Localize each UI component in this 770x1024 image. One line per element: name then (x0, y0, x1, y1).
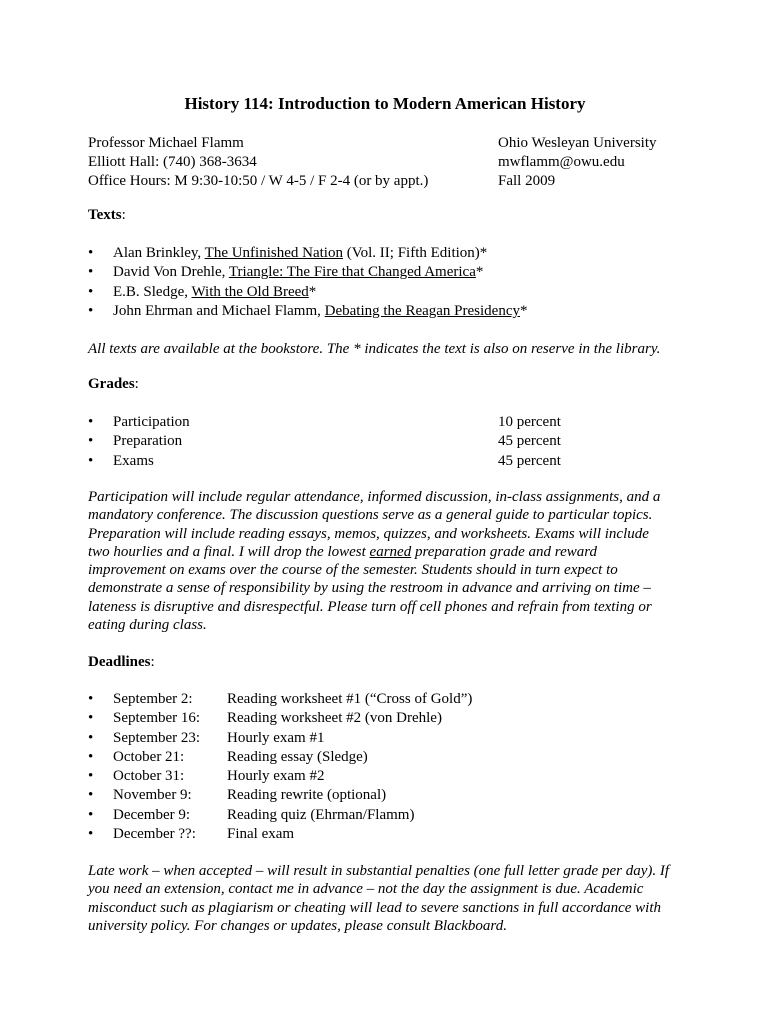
grade-label: Exams (113, 452, 154, 469)
deadline-date: November 9: (113, 787, 192, 804)
bullet-icon: • (88, 826, 94, 843)
texts-heading: Texts: (88, 207, 126, 223)
page-title: History 114: Introduction to Modern American History (184, 94, 586, 113)
deadline-date: December ??: (113, 826, 196, 843)
bullet-icon: • (88, 691, 94, 707)
grade-weight: 45 percent (498, 433, 561, 450)
deadline-task: Hourly exam #1 (227, 729, 325, 746)
bullet-icon: • (88, 710, 94, 727)
deadline-date: October 31: (113, 768, 185, 785)
deadline-date: September 16: (113, 710, 201, 727)
deadlines-heading: Deadlines: (88, 654, 155, 670)
texts-note: All texts are available at the bookstore. The * indicates the text is also on reserve in the library. (88, 341, 661, 357)
instructor-name: Professor Michael Flamm (88, 135, 244, 151)
grade-weight: 45 percent (498, 452, 561, 469)
syllabus-page: History 114: Introduction to Modern American History Professor Michael Flamm Elliott Hall: (740) 368-3634 Office Hours: M 9:30-10:50 / W 4-5 / F 2-4 (or by appt.) Ohio Wesleyan University mwflamm@owu.edu Fall 2009 Texts: • Alan Brinkley, The Unfinished Nation (Vol. II; Fifth Edition)* • David Von Drehle, Triangle: The Fire that Changed America* • E.B. Sledge, With the Old Breed* • John Ehrman and Michael Flamm, Debating the Reagan Presidency* All texts are available at the bookstore. The * indicates the text is also on reserve in the library. Grades: • Participation 10 percent • Preparation 45 percent • Exams 45 percent Participation will include regular attendance, informed discussion, in-class assignments, and a mandatory conference. The discussion questions serve as a general guide to particular topics. Preparation will include reading essays, memos, quizzes, and worksheets. Exams will include two hourlies and a final. I will drop the lowest earned preparation grade and reward improvement on exams over the course of the semester. Students should in turn expect to demonstrate a sense of responsibility by using the restroom in advance and arriving on time – lateness is disruptive and disrespectful. Please turn off cell phones and refrain from texting or eating during class. Deadlines: • September 2: Reading worksheet #1 (“Cross of Gold”) • September 16: Reading worksheet #2 (von Drehle) • September 23: Hourly exam #1 • October 21: Reading essay (Sledge) • October 31: Hourly exam #2 • November 9: Reading rewrite (optional) • December 9: Reading quiz (Ehrman/Flamm) • December ??: Final exam Late work – when accepted – will result in substantial penalties (one full letter grade per day). If you need an extension, contact me in advance – not the day the assignment is due. Academic misconduct such as plagiarism or cheating will lead to severe sanctions in full accordance with university policy. For changes or updates, please consult Blackboard. (0, 0, 770, 1024)
office-hours: Office Hours: M 9:30-10:50 / W 4-5 / F 2-4 (or by appt.) (88, 173, 429, 189)
bullet-icon: • (88, 433, 94, 450)
book-title: Triangle: The Fire that Changed America (228, 264, 476, 281)
book-title: With the Old Breed (191, 283, 309, 300)
grade-label: Participation (113, 414, 190, 430)
bullet-icon: • (88, 787, 94, 804)
deadline-task: Reading worksheet #2 (von Drehle) (227, 710, 442, 727)
instructor-info (88, 134, 428, 191)
deadline-date: September 23: (113, 729, 201, 746)
deadline-task: Reading rewrite (optional) (227, 787, 387, 804)
deadline-task: Reading quiz (Ehrman/Flamm) (227, 806, 415, 823)
bullet-icon: • (88, 806, 94, 823)
bullet-icon: • (88, 264, 94, 281)
deadline-task: Reading essay (Sledge) (227, 748, 368, 765)
deadline-task: Reading worksheet #1 (“Cross of Gold”) (227, 691, 473, 707)
bullet-icon: • (88, 414, 94, 430)
emphasized-word: earned (369, 543, 412, 560)
bullet-icon: • (88, 452, 94, 469)
late-work-paragraph: Late work – when accepted – will result in substantial penalties (one full letter grade per day). If you need an extension, contact me in advance – not the day the assignment is due. Academic misconduct such as plagiarism or cheating will lead to severe sanctions in full accordance with university policy. For changes or updates, please consult Blackboard. (88, 863, 670, 934)
book-title: Debating the Reagan Presidency (324, 302, 520, 319)
deadline-task: Final exam (227, 826, 295, 843)
book-title: The Unfinished Nation (204, 245, 343, 261)
bullet-icon: • (88, 283, 94, 300)
bullet-icon: • (88, 729, 94, 746)
grade-label: Preparation (113, 433, 183, 450)
grades-paragraph: Participation will include regular attendance, informed discussion, in-class assignments, and a mandatory conference. The discussion questions serve as a general guide to particular topics. Preparation will include reading essays, memos, quizzes, and worksheets. Exams will include two hourlies and a final. I will drop the lowest earned preparation grade and reward improvement on exams over the course of the semester. Students should in turn expect to demonstrate a sense of responsibility by using the restroom in advance and arriving on time – lateness is disruptive and disrespectful. Please turn off cell phones and refrain from texting or eating during class. (88, 489, 661, 634)
deadline-date: December 9: (113, 806, 191, 823)
university-name: Ohio Wesleyan University (498, 135, 657, 151)
instructor-email: mwflamm@owu.edu (498, 154, 625, 170)
bullet-icon: • (88, 245, 94, 261)
grade-weight: 10 percent (498, 414, 561, 430)
deadline-date: October 21: (113, 748, 185, 765)
bullet-icon: • (88, 748, 94, 765)
deadline-date: September 2: (113, 691, 193, 707)
course-info (498, 134, 657, 191)
deadline-task: Hourly exam #2 (227, 768, 325, 785)
grades-heading: Grades: (88, 376, 139, 392)
bullet-icon: • (88, 302, 94, 319)
term: Fall 2009 (498, 173, 556, 189)
instructor-phone: Elliott Hall: (740) 368-3634 (88, 154, 257, 170)
bullet-icon: • (88, 768, 94, 785)
